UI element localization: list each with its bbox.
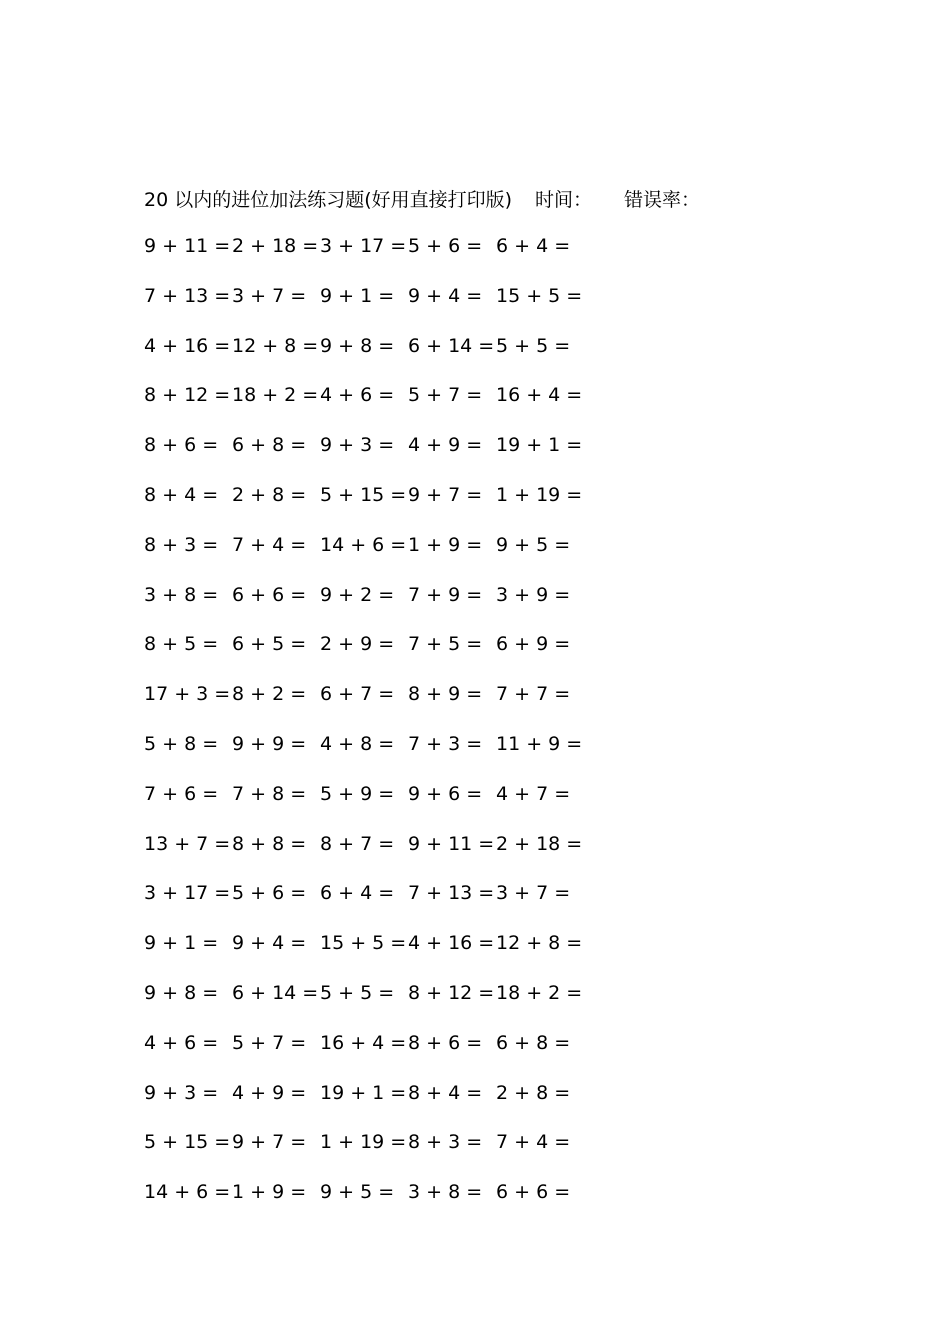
- addition-problem: 5 + 5 =: [320, 982, 395, 1004]
- addition-problem: 2 + 8 =: [496, 1081, 571, 1104]
- addition-problem: 8 + 8 =: [232, 832, 307, 855]
- addition-problem: 4 + 9 =: [232, 1081, 307, 1104]
- addition-problem: 7 + 6 =: [144, 782, 219, 805]
- addition-problem: 9 + 7 =: [408, 484, 483, 506]
- addition-problem: 11 + 9 =: [496, 733, 583, 755]
- addition-problem: 8 + 2 =: [232, 683, 307, 706]
- addition-problem: 18 + 2 =: [232, 384, 319, 407]
- addition-problem: 5 + 15 =: [320, 484, 407, 506]
- addition-problem: 6 + 14 =: [232, 982, 319, 1004]
- addition-problem: 9 + 6 =: [408, 782, 483, 805]
- addition-problem: 16 + 4 =: [496, 384, 583, 407]
- addition-problem: 3 + 8 =: [144, 583, 219, 606]
- addition-problem: 3 + 7 =: [496, 882, 571, 905]
- addition-problem: 14 + 6 =: [144, 1181, 231, 1204]
- addition-problem: 3 + 8 =: [408, 1181, 483, 1204]
- addition-problem: 19 + 1 =: [320, 1081, 407, 1104]
- addition-problem: 7 + 4 =: [232, 533, 307, 556]
- addition-problem: 5 + 8 =: [144, 733, 219, 755]
- addition-problem: 7 + 7 =: [496, 683, 571, 706]
- addition-problem: 7 + 9 =: [408, 583, 483, 606]
- addition-problem: 16 + 4 =: [320, 1031, 407, 1054]
- addition-problem: 4 + 9 =: [408, 434, 483, 457]
- addition-problem: 8 + 9 =: [408, 683, 483, 706]
- addition-problem: 4 + 7 =: [496, 782, 571, 805]
- addition-problem: 2 + 8 =: [232, 484, 307, 506]
- addition-problem: 14 + 6 =: [320, 533, 407, 556]
- addition-problem: 3 + 9 =: [496, 583, 571, 606]
- addition-problem: 7 + 13 =: [408, 882, 495, 905]
- addition-problem: 12 + 8 =: [496, 932, 583, 955]
- addition-problem: 4 + 8 =: [320, 733, 395, 755]
- addition-problem: 6 + 4 =: [496, 235, 571, 257]
- addition-problem: 8 + 7 =: [320, 832, 395, 855]
- addition-problem: 1 + 19 =: [496, 484, 583, 506]
- addition-problem: 6 + 14 =: [408, 334, 495, 357]
- addition-problem: 7 + 8 =: [232, 782, 307, 805]
- addition-problem: 9 + 4 =: [408, 284, 483, 307]
- addition-problem: 9 + 9 =: [232, 733, 307, 755]
- addition-problem: 9 + 2 =: [320, 583, 395, 606]
- addition-problem: 17 + 3 =: [144, 683, 231, 706]
- addition-problem: 9 + 11 =: [408, 832, 495, 855]
- addition-problem: 1 + 19 =: [320, 1131, 407, 1154]
- addition-problem: 8 + 6 =: [408, 1031, 483, 1054]
- addition-problem: 5 + 6 =: [232, 882, 307, 905]
- addition-problem: 9 + 7 =: [232, 1131, 307, 1154]
- addition-problem: 9 + 1 =: [320, 284, 395, 307]
- addition-problem: 9 + 5 =: [496, 533, 571, 556]
- addition-problem: 1 + 9 =: [232, 1181, 307, 1204]
- addition-problem: 13 + 7 =: [144, 832, 231, 855]
- addition-problem: 18 + 2 =: [496, 982, 583, 1004]
- addition-problem: 9 + 5 =: [320, 1181, 395, 1204]
- addition-problem: 7 + 5 =: [408, 633, 483, 656]
- error-rate-label: 错误率：: [624, 189, 701, 211]
- time-label: 时间：: [535, 189, 593, 211]
- addition-problem: 4 + 6 =: [320, 384, 395, 407]
- addition-problem: 8 + 4 =: [408, 1081, 483, 1104]
- addition-problem: 5 + 7 =: [408, 384, 483, 407]
- addition-problem: 2 + 18 =: [496, 832, 583, 855]
- addition-problem: 3 + 17 =: [144, 882, 231, 905]
- addition-problem: 8 + 3 =: [144, 533, 219, 556]
- addition-problem: 8 + 12 =: [408, 982, 495, 1004]
- addition-problem: 5 + 15 =: [144, 1131, 231, 1154]
- addition-problem: 9 + 4 =: [232, 932, 307, 955]
- addition-problem: 15 + 5 =: [496, 284, 583, 307]
- addition-problem: 8 + 4 =: [144, 484, 219, 506]
- addition-problem: 7 + 3 =: [408, 733, 483, 755]
- addition-problem: 6 + 6 =: [496, 1181, 571, 1204]
- addition-problem: 12 + 8 =: [232, 334, 319, 357]
- addition-problem: 4 + 6 =: [144, 1031, 219, 1054]
- addition-problem: 6 + 6 =: [232, 583, 307, 606]
- addition-problem: 9 + 3 =: [320, 434, 395, 457]
- addition-problem: 9 + 8 =: [320, 334, 395, 357]
- addition-problem: 9 + 8 =: [144, 982, 219, 1004]
- addition-problem: 9 + 3 =: [144, 1081, 219, 1104]
- addition-problem: 9 + 1 =: [144, 932, 219, 955]
- worksheet-title: 20 以内的进位加法练习题(好用直接打印版): [144, 189, 513, 211]
- addition-problem: 3 + 7 =: [232, 284, 307, 307]
- addition-problem: 8 + 6 =: [144, 434, 219, 457]
- addition-problem: 7 + 4 =: [496, 1131, 571, 1154]
- addition-problem: 6 + 5 =: [232, 633, 307, 656]
- addition-problem: 5 + 6 =: [408, 235, 483, 257]
- addition-problem: 5 + 7 =: [232, 1031, 307, 1054]
- addition-problem: 6 + 8 =: [232, 434, 307, 457]
- addition-problem: 2 + 18 =: [232, 235, 319, 257]
- addition-problem: 19 + 1 =: [496, 434, 583, 457]
- addition-problem: 4 + 16 =: [144, 334, 231, 357]
- addition-problem: 8 + 5 =: [144, 633, 219, 656]
- addition-problem: 6 + 4 =: [320, 882, 395, 905]
- addition-problem: 3 + 17 =: [320, 235, 407, 257]
- addition-problem: 8 + 3 =: [408, 1131, 483, 1154]
- addition-problem: 8 + 12 =: [144, 384, 231, 407]
- addition-problem: 4 + 16 =: [408, 932, 495, 955]
- addition-problem: 1 + 9 =: [408, 533, 483, 556]
- addition-problem: 5 + 5 =: [496, 334, 571, 357]
- addition-problem: 15 + 5 =: [320, 932, 407, 955]
- addition-problem: 6 + 7 =: [320, 683, 395, 706]
- addition-problem: 2 + 9 =: [320, 633, 395, 656]
- addition-problem: 6 + 9 =: [496, 633, 571, 656]
- addition-problem: 7 + 13 =: [144, 284, 231, 307]
- addition-problem: 6 + 8 =: [496, 1031, 571, 1054]
- addition-problem: 5 + 9 =: [320, 782, 395, 805]
- addition-problem: 9 + 11 =: [144, 235, 231, 257]
